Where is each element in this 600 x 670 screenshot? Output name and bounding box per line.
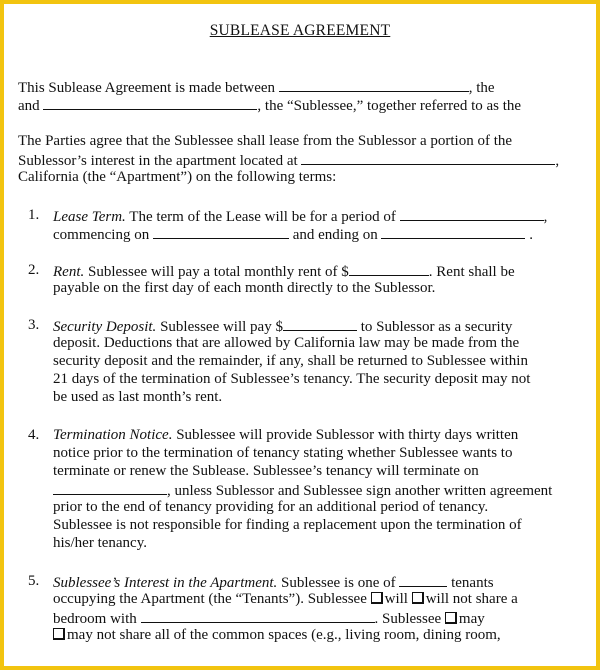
item-4-number: 4. <box>28 427 40 443</box>
item-2-line-2: payable on the first day of each month directly to the Sublessor. <box>53 280 436 296</box>
item-2-heading: Rent. <box>53 264 85 280</box>
item-5-heading: Sublessee’s Interest in the Apartment. <box>53 575 278 591</box>
sublessee-name-blank[interactable] <box>43 95 257 110</box>
parties-line-2: Sublessor’s interest in the apartment located at , <box>18 150 559 170</box>
intro-line-1: This Sublease Agreement is made between , the <box>18 77 495 97</box>
apartment-address-blank[interactable] <box>301 150 555 165</box>
document-page <box>4 4 596 666</box>
item-1-line-2: commencing on and ending on . <box>53 224 533 244</box>
item-4-line-6: Sublessee is not responsible for finding a replacement upon the termination of <box>53 517 522 533</box>
item-5-number: 5. <box>28 573 40 589</box>
item-4-line-4: , unless Sublessor and Sublessee sign another written agreement <box>53 480 552 500</box>
ending-date-blank[interactable] <box>381 224 525 239</box>
commencing-date-blank[interactable] <box>153 224 289 239</box>
item-2-line-1: Rent. Sublessee will pay a total monthly rent of $ . Rent shall be <box>53 261 515 281</box>
security-deposit-blank[interactable] <box>283 316 357 331</box>
bedroom-share-blank[interactable] <box>141 608 375 623</box>
item-1-line-1: Lease Term. The term of the Lease will be for a period of , <box>53 206 547 226</box>
item-3-line-3: security deposit and the remainder, if any, shall be returned to Sublessee within <box>53 353 528 369</box>
item-5-line-1: Sublessee’s Interest in the Apartment. Sublessee is one of tenants <box>53 572 494 592</box>
item-3-number: 3. <box>28 317 40 333</box>
item-3-line-2: deposit. Deductions that are allowed by California law may be made from the <box>53 335 520 351</box>
item-5-line-2: occupying the Apartment (the “Tenants”). Sublessee will will not share a <box>53 591 518 607</box>
item-3-line-4: 21 days of the termination of Sublessee’s tenancy. The security deposit may not <box>53 371 531 387</box>
item-5-line-3: bedroom with . Sublessee may <box>53 608 485 628</box>
lease-period-blank[interactable] <box>400 206 544 221</box>
item-4-heading: Termination Notice. <box>53 427 173 443</box>
item-4-line-7: his/her tenancy. <box>53 535 147 551</box>
item-5-line-4: may not share all of the common spaces (e.g., living room, dining room, <box>53 626 501 644</box>
item-4-line-1: Termination Notice. Sublessee will provide Sublessor with thirty days written <box>53 427 519 443</box>
may-share-checkbox-icon[interactable] <box>445 612 457 624</box>
parties-line-3: California (the “Apartment”) on the following terms: <box>18 169 337 185</box>
document-title: SUBLEASE AGREEMENT <box>209 22 391 39</box>
will-share-checkbox-icon[interactable] <box>371 592 383 604</box>
will-not-share-checkbox-icon[interactable] <box>412 592 424 604</box>
item-3-line-1: Security Deposit. Sublessee will pay $ to Sublessor as a security <box>53 316 512 336</box>
item-4-line-5: prior to the end of tenancy providing for an additional period of tenancy. <box>53 499 489 515</box>
intro-line-2: and , the “Sublessee,” together referred to as the <box>18 95 521 115</box>
tenant-count-blank[interactable] <box>399 572 447 587</box>
item-3-heading: Security Deposit. <box>53 319 157 335</box>
item-4-line-2: notice prior to the termination of tenancy stating whether Sublessee wants to <box>53 445 513 461</box>
item-4-line-3: terminate or renew the Sublease. Sublessee’s tenancy will terminate on <box>53 463 479 479</box>
item-2-number: 2. <box>28 262 40 278</box>
monthly-rent-blank[interactable] <box>349 261 429 276</box>
item-3-line-5: be used as last month’s rent. <box>53 389 223 405</box>
item-1-number: 1. <box>28 207 40 223</box>
item-1-heading: Lease Term. <box>53 209 126 225</box>
termination-date-blank[interactable] <box>53 480 167 495</box>
parties-line-1: The Parties agree that the Sublessee shall lease from the Sublessor a portion of the <box>18 133 513 149</box>
may-not-share-checkbox-icon[interactable] <box>53 628 65 640</box>
sublessor-name-blank[interactable] <box>279 77 469 92</box>
